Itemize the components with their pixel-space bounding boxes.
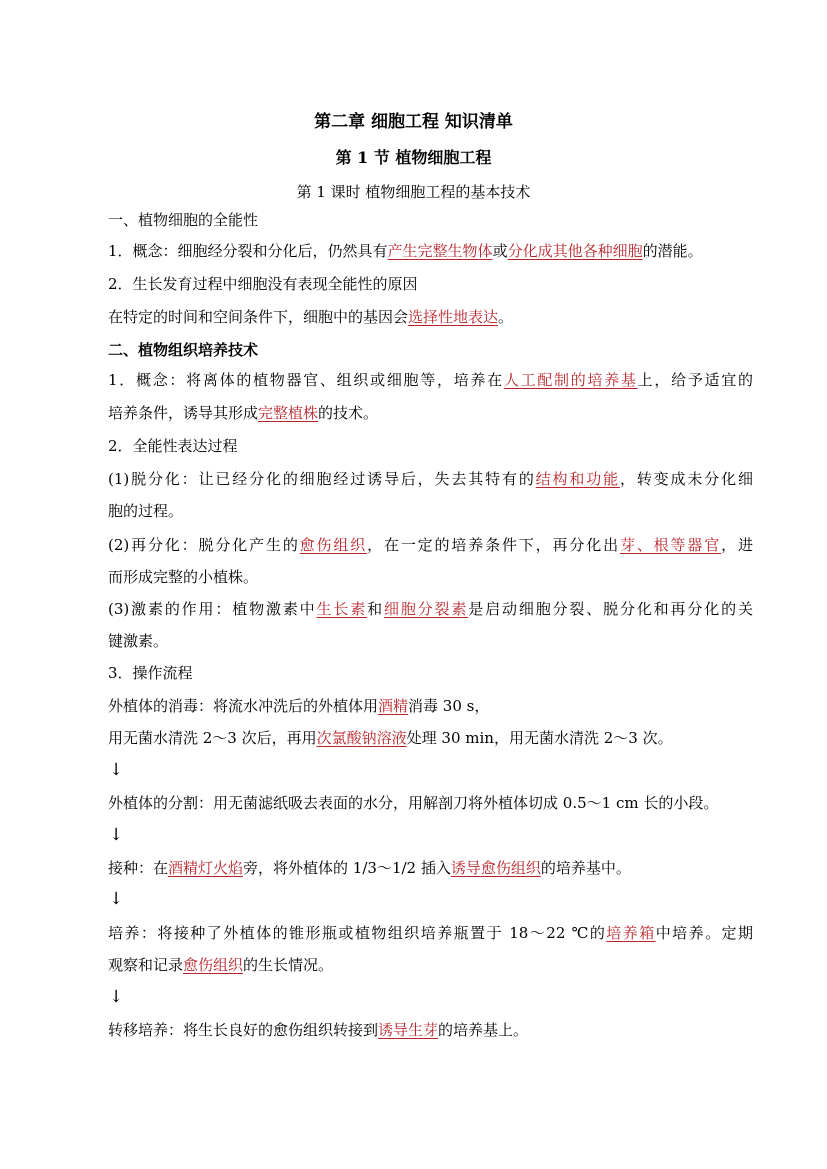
- text: 培养：将接种了外植体的锥形瓶或植物组织培养瓶置于 18～22 ℃的: [108, 924, 607, 942]
- text: 中培养。定期: [655, 924, 753, 942]
- reason-paragraph: [108, 307, 513, 327]
- text: 转移培养：将生长良好的愈伤组织转接到: [108, 1021, 379, 1039]
- key-term: 芽、根等器官: [619, 536, 722, 554]
- step-disinfection-line1: [108, 696, 489, 716]
- key-term: 产生完整生物体: [387, 242, 493, 260]
- text: 旁，将外植体的 1/3～1/2 插入: [243, 859, 451, 877]
- tissue-culture-concept-line2: [108, 403, 378, 423]
- redifferentiation-line1: [108, 535, 753, 555]
- text: ，转变成未分化细: [619, 470, 753, 488]
- text: 或: [492, 242, 508, 260]
- down-arrow-icon: ↓: [109, 825, 124, 845]
- key-term: 培养箱: [606, 924, 656, 942]
- text: 1．概念：将离体的植物器官、组织或细胞等，培养在: [108, 371, 504, 389]
- key-term: 诱导生芽: [378, 1021, 439, 1039]
- key-term: 生长素: [316, 600, 368, 618]
- hormone-line1: [108, 599, 753, 619]
- key-term: 选择性地表达: [408, 308, 499, 326]
- text: 上，给予适宜的: [637, 371, 753, 389]
- text: 。: [498, 308, 514, 326]
- text: 和: [367, 600, 384, 618]
- text: ，进: [721, 536, 753, 554]
- step-transfer: [108, 1020, 528, 1040]
- text: 用无菌水清洗 2～3 次后，再用: [108, 729, 317, 747]
- text: 1．概念：细胞经分裂和分化后，仍然具有: [108, 242, 388, 260]
- part2-heading: 二、植物组织培养技术: [108, 341, 259, 359]
- part1-heading: 一、植物细胞的全能性: [108, 211, 259, 229]
- section-title: 第 1 节 植物细胞工程: [335, 148, 492, 167]
- step-inoculation: [108, 858, 631, 878]
- text: (3)激素的作用：植物激素中: [108, 600, 317, 618]
- key-term: 愈伤组织: [299, 536, 368, 554]
- key-term: 完整植株: [258, 404, 319, 422]
- process-heading: 2．全能性表达过程: [108, 437, 238, 455]
- dedifferentiation-line1: [108, 469, 753, 489]
- key-term: 人工配制的培养基: [503, 371, 638, 389]
- down-arrow-icon: ↓: [109, 760, 124, 780]
- lesson-title: 第 1 课时 植物细胞工程的基本技术: [296, 183, 531, 201]
- key-term: 酒精: [378, 697, 409, 715]
- redifferentiation-line2: 而形成完整的小植株。: [108, 568, 259, 586]
- text: 的培养基中。: [540, 859, 631, 877]
- concept-paragraph: [108, 241, 703, 261]
- key-term: 酒精灯火焰: [168, 859, 244, 877]
- text: 的生长情况。: [243, 956, 334, 974]
- step-culture-line1: [108, 923, 753, 943]
- flow-heading: 3．操作流程: [108, 664, 193, 682]
- key-term: 分化成其他各种细胞: [507, 242, 643, 260]
- tissue-culture-concept-line1: [108, 370, 753, 390]
- text: (2)再分化：脱分化产生的: [108, 536, 300, 554]
- step-disinfection-line2: [108, 728, 673, 748]
- key-term: 结构和功能: [535, 470, 620, 488]
- text: 处理 30 min，用无菌水清洗 2～3 次。: [406, 729, 673, 747]
- key-term: 诱导愈伤组织: [450, 859, 541, 877]
- text: (1)脱分化：让已经分化的细胞经过诱导后，失去其特有的: [108, 470, 536, 488]
- reason-heading: 2．生长发育过程中细胞没有表现全能性的原因: [108, 275, 418, 293]
- down-arrow-icon: ↓: [109, 987, 124, 1007]
- text: 的培养基上。: [438, 1021, 529, 1039]
- key-term: 次氯酸钠溶液: [316, 729, 407, 747]
- text: 的技术。: [318, 404, 379, 422]
- text: 观察和记录: [108, 956, 184, 974]
- step-culture-line2: [108, 955, 333, 975]
- key-term: 愈伤组织: [183, 956, 244, 974]
- text: 消毒 30 s，: [408, 697, 490, 715]
- hormone-line2: 键激素。: [108, 632, 169, 650]
- text: 在特定的时间和空间条件下，细胞中的基因会: [108, 308, 409, 326]
- text: 的潜能。: [642, 242, 703, 260]
- text: 是启动细胞分裂、脱分化和再分化的关: [468, 600, 753, 618]
- text: 接种：在: [108, 859, 169, 877]
- text: 外植体的消毒：将流水冲洗后的外植体用: [108, 697, 379, 715]
- down-arrow-icon: ↓: [109, 889, 124, 909]
- dedifferentiation-line2: 胞的过程。: [108, 502, 184, 520]
- chapter-title: 第二章 细胞工程 知识清单: [314, 112, 513, 132]
- key-term: 细胞分裂素: [383, 600, 469, 618]
- step-cutting: 外植体的分割：用无菌滤纸吸去表面的水分，用解剖刀将外植体切成 0.5～1 cm 长的小段。: [108, 794, 719, 812]
- text: 培养条件，诱导其形成: [108, 404, 259, 422]
- text: ，在一定的培养条件下，再分化出: [367, 536, 620, 554]
